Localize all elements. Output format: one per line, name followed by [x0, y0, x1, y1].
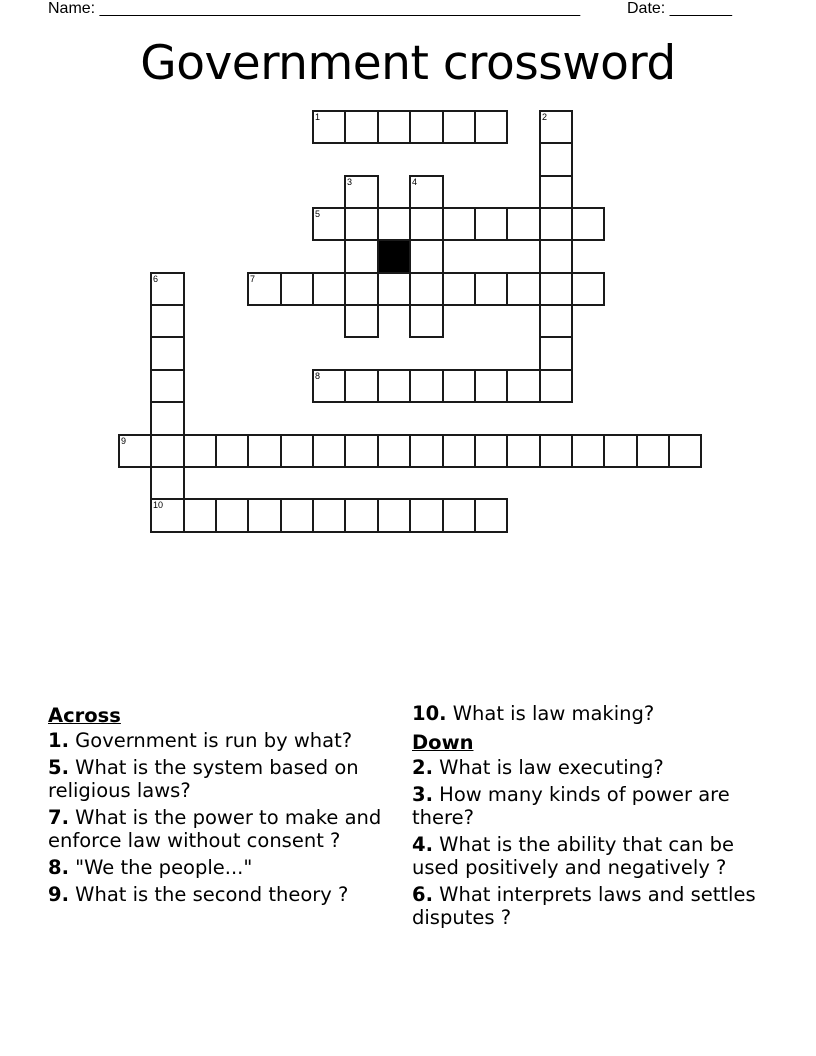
grid-cell[interactable] [215, 434, 249, 468]
grid-cell[interactable] [215, 498, 249, 533]
grid-cell[interactable] [506, 272, 541, 306]
cell-number: 2 [542, 112, 548, 122]
clue-text: Government is run by what? [68, 729, 353, 752]
grid-cell[interactable] [409, 239, 444, 274]
grid-cell[interactable] [344, 175, 379, 209]
grid-cell[interactable] [247, 498, 282, 533]
clues-right-column [412, 702, 772, 933]
clue-number: 9. [48, 883, 69, 906]
grid-cell[interactable] [150, 369, 185, 403]
clue-text: What is the power to make and enforce law without consent ? [48, 806, 382, 852]
grid-cell[interactable] [344, 498, 379, 533]
grid-cell[interactable] [442, 207, 476, 241]
clue-number: 10. [412, 702, 447, 725]
grid-cell[interactable] [571, 434, 605, 468]
grid-cell[interactable] [377, 110, 411, 144]
grid-cell[interactable] [150, 304, 185, 338]
grid-cell[interactable] [442, 110, 476, 144]
grid-cell[interactable] [344, 110, 379, 144]
clue-down-4 [412, 833, 772, 879]
clue-number: 2. [412, 756, 433, 779]
grid-cell[interactable] [247, 272, 282, 306]
clue-text: What is law executing? [432, 756, 664, 779]
grid-cell[interactable] [118, 434, 152, 468]
grid-cell[interactable] [150, 336, 185, 371]
grid-cell[interactable] [539, 369, 573, 403]
grid-cell[interactable] [539, 142, 573, 177]
grid-cell[interactable] [539, 272, 573, 306]
page-title: Government crossword [140, 36, 676, 91]
grid-cell[interactable] [474, 369, 508, 403]
clue-across-10 [412, 702, 772, 725]
grid-cell[interactable] [344, 207, 379, 241]
grid-cell[interactable] [539, 207, 573, 241]
grid-cell[interactable] [150, 272, 185, 306]
grid-cell[interactable] [539, 336, 573, 371]
grid-cell[interactable] [280, 272, 314, 306]
grid-cell[interactable] [668, 434, 702, 468]
grid-cell[interactable] [506, 434, 541, 468]
grid-cell[interactable] [344, 434, 379, 468]
clue-text: What is law making? [446, 702, 655, 725]
cell-number: 6 [153, 274, 159, 284]
grid-cell[interactable] [571, 207, 605, 241]
clue-text: What is the second theory ? [68, 883, 349, 906]
clue-number: 3. [412, 783, 433, 806]
grid-cell[interactable] [280, 498, 314, 533]
clue-text: What interprets laws and settles disputes ? [412, 883, 756, 929]
grid-cell[interactable] [409, 175, 444, 209]
clue-across-7 [48, 806, 400, 852]
black-cell [377, 239, 411, 274]
grid-cell[interactable] [409, 110, 444, 144]
clues-left-column [48, 702, 400, 910]
grid-cell[interactable] [312, 434, 346, 468]
clue-down-3 [412, 783, 772, 829]
grid-cell[interactable] [344, 304, 379, 338]
grid-cell[interactable] [409, 304, 444, 338]
grid-cell[interactable] [150, 434, 185, 468]
clue-number: 4. [412, 833, 433, 856]
grid-cell[interactable] [474, 498, 508, 533]
grid-cell[interactable] [377, 369, 411, 403]
clue-number: 5. [48, 756, 69, 779]
clue-number: 1. [48, 729, 69, 752]
date-field[interactable]: Date: _______ [627, 0, 732, 17]
grid-cell[interactable] [377, 272, 411, 306]
clue-across-9 [48, 883, 400, 906]
grid-cell[interactable] [312, 207, 346, 241]
grid-cell[interactable] [442, 272, 476, 306]
grid-cell[interactable] [409, 498, 444, 533]
clue-number: 8. [48, 856, 69, 879]
grid-cell[interactable] [636, 434, 670, 468]
cell-number: 1 [315, 112, 321, 122]
grid-cell[interactable] [442, 434, 476, 468]
grid-cell[interactable] [183, 498, 217, 533]
name-field[interactable]: Name: ______________________________________________________ [48, 0, 581, 17]
grid-cell[interactable] [183, 434, 217, 468]
grid-cell[interactable] [377, 434, 411, 468]
grid-cell[interactable] [603, 434, 638, 468]
grid-cell[interactable] [539, 175, 573, 209]
clue-across-1 [48, 729, 400, 752]
grid-cell[interactable] [312, 272, 346, 306]
clue-down-6 [412, 883, 772, 929]
grid-cell[interactable] [312, 110, 346, 144]
grid-cell[interactable] [409, 272, 444, 306]
cell-number: 9 [121, 436, 127, 446]
cell-number: 7 [250, 274, 256, 284]
grid-cell[interactable] [442, 498, 476, 533]
grid-cell[interactable] [442, 369, 476, 403]
grid-cell[interactable] [247, 434, 282, 468]
grid-cell[interactable] [344, 369, 379, 403]
grid-cell[interactable] [312, 369, 346, 403]
clue-text: What is the system based on religious laws? [48, 756, 359, 802]
grid-cell[interactable] [474, 272, 508, 306]
clue-across-8 [48, 856, 400, 879]
cell-number: 3 [347, 177, 353, 187]
grid-cell[interactable] [539, 239, 573, 274]
grid-cell[interactable] [474, 207, 508, 241]
clue-text: "We the people..." [68, 856, 253, 879]
cell-number: 10 [153, 500, 164, 510]
grid-cell[interactable] [474, 110, 508, 144]
grid-cell[interactable] [571, 272, 605, 306]
grid-cell[interactable] [312, 498, 346, 533]
grid-cell[interactable] [539, 434, 573, 468]
clue-number: 6. [412, 883, 433, 906]
across-heading: Across [48, 704, 121, 727]
grid-cell[interactable] [150, 401, 185, 436]
grid-cell[interactable] [150, 498, 185, 533]
cell-number: 4 [412, 177, 418, 187]
grid-cell[interactable] [409, 434, 444, 468]
clue-across-5 [48, 756, 400, 802]
grid-cell[interactable] [377, 207, 411, 241]
grid-cell[interactable] [280, 434, 314, 468]
grid-cell[interactable] [344, 272, 379, 306]
grid-cell[interactable] [150, 466, 185, 500]
grid-cell[interactable] [506, 369, 541, 403]
grid-cell[interactable] [377, 498, 411, 533]
grid-cell[interactable] [344, 239, 379, 274]
grid-cell[interactable] [539, 110, 573, 144]
grid-cell[interactable] [474, 434, 508, 468]
clue-number: 7. [48, 806, 69, 829]
down-heading: Down [412, 731, 474, 754]
clue-text: What is the ability that can be used positively and negatively ? [412, 833, 734, 879]
clue-down-2 [412, 756, 772, 779]
cell-number: 5 [315, 209, 321, 219]
grid-cell[interactable] [409, 369, 444, 403]
cell-number: 8 [315, 371, 321, 381]
grid-cell[interactable] [539, 304, 573, 338]
grid-cell[interactable] [506, 207, 541, 241]
clue-text: How many kinds of power are there? [412, 783, 730, 829]
grid-cell[interactable] [409, 207, 444, 241]
